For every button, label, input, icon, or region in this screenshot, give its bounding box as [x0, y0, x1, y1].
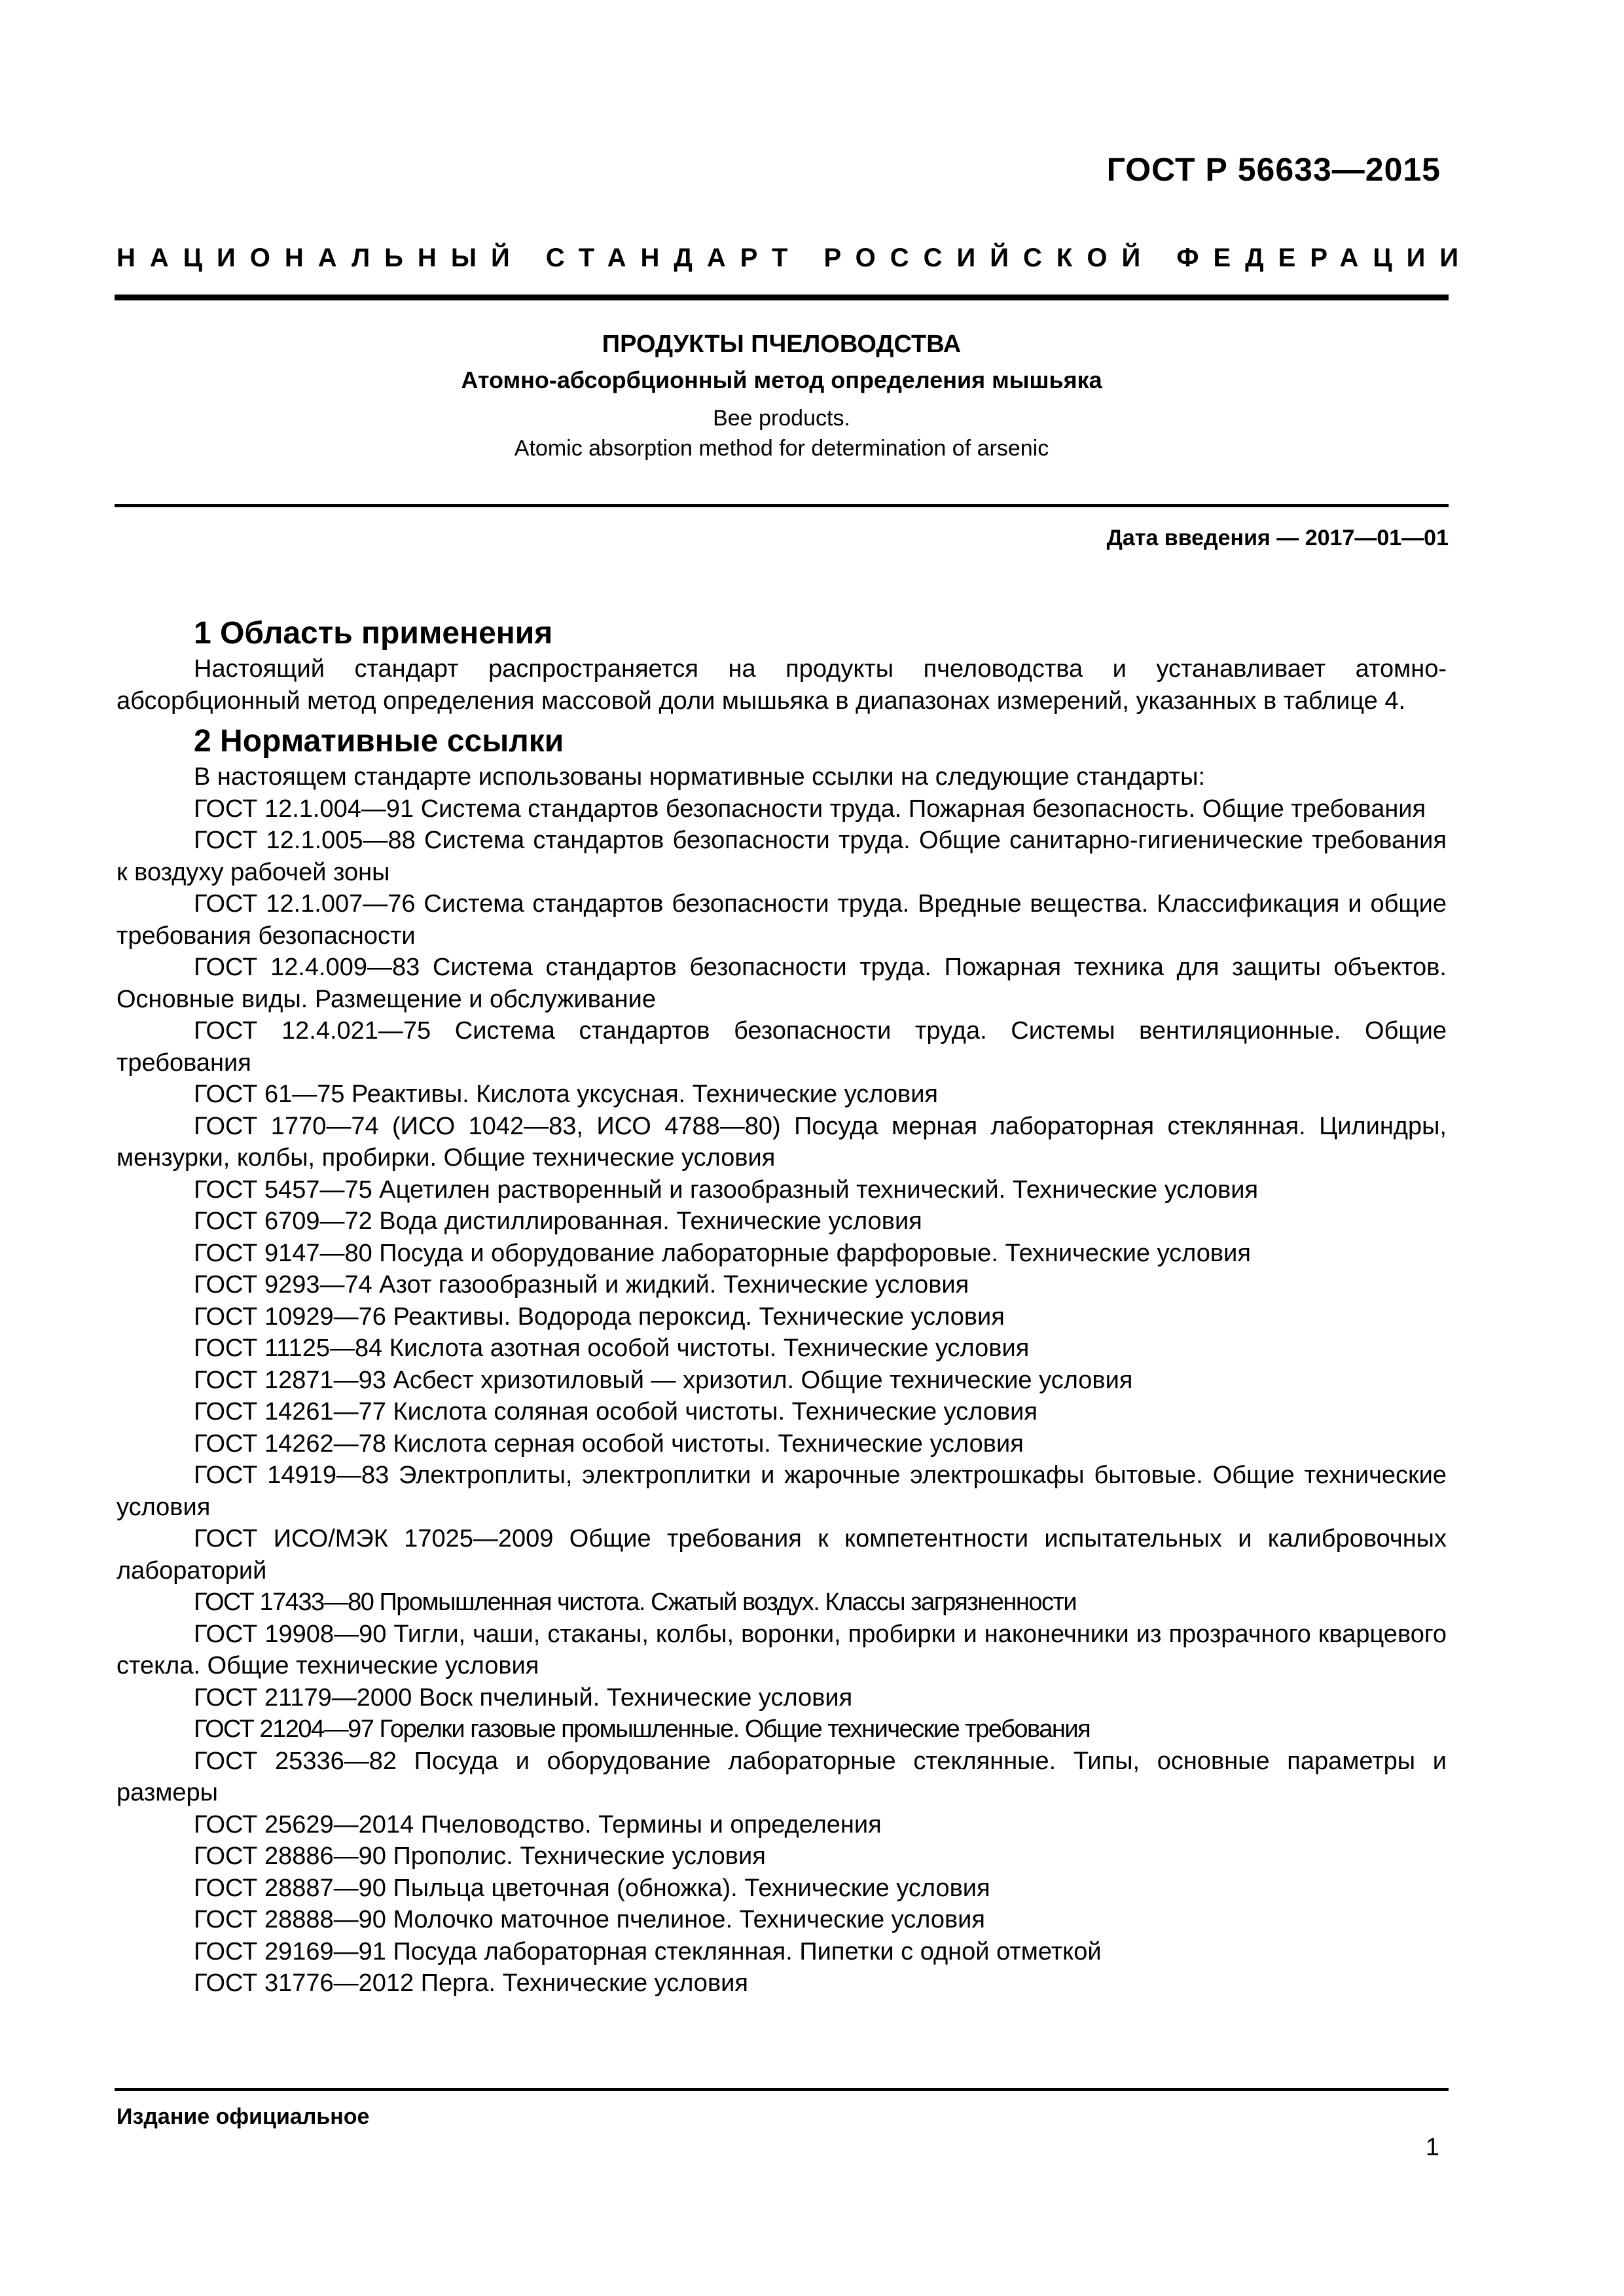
page-number: 1	[1425, 2134, 1439, 2161]
reference-item: ГОСТ 6709—72 Вода дистиллированная. Технические условия	[194, 1208, 922, 1235]
reference-item: ГОСТ 25629—2014 Пчеловодство. Термины и определения	[194, 1810, 882, 1839]
reference-item: ГОСТ 9293—74 Азот газообразный и жидкий. Технические условия	[194, 1271, 969, 1299]
edition-label: Издание официальное	[117, 2104, 370, 2129]
section-2-intro: В настоящем стандарте использованы нормативные ссылки на следующие стандарты:	[194, 763, 1206, 791]
section-1-text: Настоящий стандарт распространяется на продукты пчеловодства и устанавливает атомно-абсорбционный метод определения массовой доли мышьяка в диапазонах измерений, указанных в таблице 4.	[117, 655, 1447, 715]
reference-item: ГОСТ 9147—80 Посуда и оборудование лабораторные фарфоровые. Технические условия	[194, 1239, 1251, 1267]
english-title-line-1: Bee products.	[713, 406, 850, 431]
reference-item: ГОСТ 1770—74 (ИСО 1042—83, ИСО 4788—80) Посуда мерная лабораторная стеклянная. Цилиндры, мензурки, колбы, пробирки. Общие технические условия	[117, 1112, 1447, 1172]
header-rule	[115, 295, 1449, 300]
reference-item: ГОСТ 31776—2012 Перга. Технические условия	[194, 1969, 748, 1997]
reference-item: ГОСТ 12871—93 Асбест хризотиловый — хризотил. Общие технические условия	[194, 1366, 1133, 1394]
english-title-line-2: Atomic absorption method for determination of arsenic	[514, 436, 1049, 461]
reference-item: ГОСТ 19908—90 Тигли, чаши, стаканы, колбы, воронки, пробирки и наконечники из прозрачного кварцевого стекла. Общие технические условия	[117, 1620, 1447, 1679]
reference-item: ГОСТ 12.4.009—83 Система стандартов безопасности труда. Пожарная техника для защиты объектов. Основные виды. Размещение и обслуживание	[117, 954, 1447, 1013]
reference-item: ГОСТ 11125—84 Кислота азотная особой чистоты. Технические условия	[194, 1335, 1030, 1362]
reference-item: ГОСТ 14919—83 Электроплиты, электроплитки и жарочные электрошкафы бытовые. Общие технические условия	[117, 1462, 1447, 1521]
reference-item: ГОСТ 12.1.007—76 Система стандартов безопасности труда. Вредные вещества. Классификация и общие требования безопасности	[117, 890, 1447, 950]
reference-item: ГОСТ 14261—77 Кислота соляная особой чистоты. Технические условия	[194, 1398, 1038, 1426]
document-body	[117, 614, 1447, 2000]
reference-item: ГОСТ 28888—90 Молочко маточное пчелиное. Технические условия	[194, 1906, 985, 1933]
reference-item: ГОСТ 17433—80 Промышленная чистота. Сжатый воздух. Классы загрязненности	[194, 1588, 1077, 1616]
reference-item: ГОСТ 5457—75 Ацетилен растворенный и газообразный технический. Технические условия	[194, 1175, 1259, 1204]
standard-id: ГОСТ Р 56633—2015	[1106, 151, 1441, 188]
reference-item: ГОСТ 10929—76 Реактивы. Водорода пероксид. Технические условия	[194, 1302, 1005, 1331]
section-2-heading: 2 Нормативные ссылки	[194, 724, 564, 759]
reference-item: ГОСТ 12.1.004—91 Система стандартов безопасности труда. Пожарная безопасность. Общие требования	[194, 795, 1426, 823]
reference-item: ГОСТ 29169—91 Посуда лабораторная стеклянная. Пипетки с одной отметкой	[194, 1937, 1102, 1965]
footer-rule	[115, 2088, 1449, 2091]
reference-item: ГОСТ 61—75 Реактивы. Кислота уксусная. Технические условия	[194, 1081, 939, 1108]
document-title: ПРОДУКТЫ ПЧЕЛОВОДСТВА	[602, 331, 962, 358]
introduction-date: Дата введения — 2017—01—01	[1106, 526, 1449, 550]
document-subtitle: Атомно-абсорбционный метод определения мышьяка	[461, 367, 1102, 393]
reference-item: ГОСТ 28886—90 Прополис. Технические условия	[194, 1842, 766, 1870]
national-standard-banner: НАЦИОНАЛЬНЫЙ СТАНДАРТ РОССИЙСКОЙ ФЕДЕРАЦИИ	[117, 243, 1473, 272]
reference-item: ГОСТ 14262—78 Кислота серная особой чистоты. Технические условия	[194, 1429, 1024, 1458]
title-rule	[115, 504, 1449, 507]
reference-item: ГОСТ 28887—90 Пыльца цветочная (обножка). Технические условия	[194, 1874, 990, 1902]
title-block	[115, 331, 1449, 463]
reference-item: ГОСТ 12.4.021—75 Система стандартов безопасности труда. Системы вентиляционные. Общие требования	[117, 1017, 1447, 1077]
reference-item: ГОСТ 21204—97 Горелки газовые промышленные. Общие технические требования	[194, 1715, 1091, 1743]
reference-item: ГОСТ 21179—2000 Воск пчелиный. Технические условия	[194, 1683, 853, 1712]
reference-item: ГОСТ ИСО/МЭК 17025—2009 Общие требования к компетентности испытательных и калибровочных лабораторий	[117, 1525, 1447, 1585]
reference-item: ГОСТ 25336—82 Посуда и оборудование лабораторные стеклянные. Типы, основные параметры и размеры	[117, 1747, 1447, 1806]
reference-item: ГОСТ 12.1.005—88 Система стандартов безопасности труда. Общие санитарно-гигиенические требования к воздуху рабочей зоны	[117, 827, 1447, 886]
section-1-heading: 1 Область применения	[194, 616, 553, 651]
reference-list	[117, 793, 1447, 2000]
